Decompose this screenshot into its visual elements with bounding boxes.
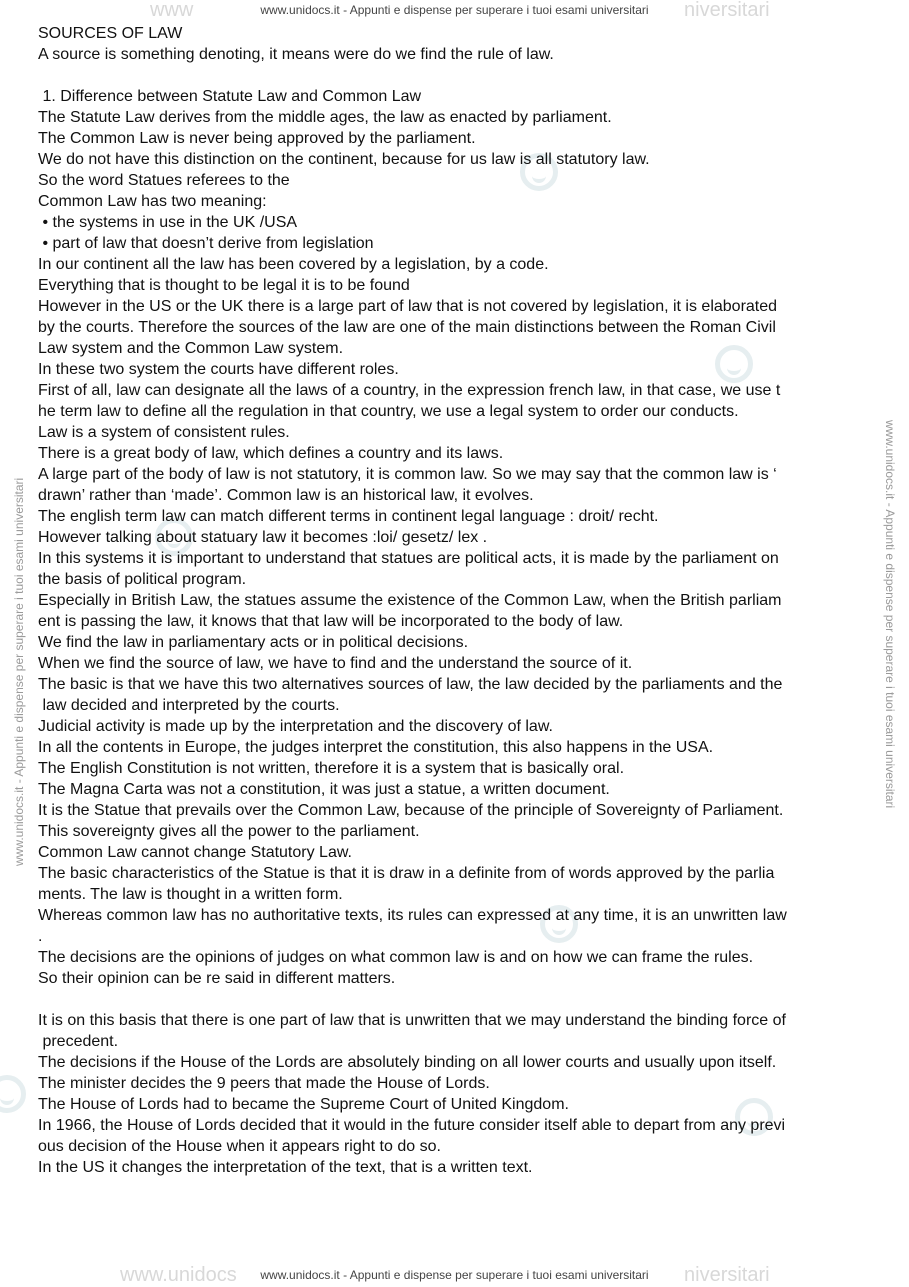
text-line: It is on this basis that there is one part of law that is unwritten that we may understand the binding force of <box>38 1012 786 1029</box>
text-line: Law is a system of consistent rules. <box>38 424 290 441</box>
watermark-footer-text: www.unidocs.it - Appunti e dispense per superare i tuoi esami universitari <box>260 1268 649 1282</box>
text-line: . <box>38 928 43 945</box>
text-line: The decisions if the House of the Lords are absolutely binding on all lower courts and usually upon itself. <box>38 1054 777 1071</box>
text-line: ments. The law is thought in a written form. <box>38 886 343 903</box>
text-line: ent is passing the law, it knows that that law will be incorporated to the body of law. <box>38 613 624 630</box>
text-line: Common Law has two meaning: <box>38 193 267 210</box>
text-line: There is a great body of law, which defines a country and its laws. <box>38 445 504 462</box>
text-line: The basic is that we have this two alternatives sources of law, the law decided by the parliaments and the <box>38 676 783 693</box>
text-line: drawn’ rather than ‘made’. Common law is an historical law, it evolves. <box>38 487 534 504</box>
watermark-ghost-right: niversitari <box>684 0 770 21</box>
text-line: In 1966, the House of Lords decided that it would in the future consider itself able to depart from any previ <box>38 1117 786 1134</box>
text-line: precedent. <box>38 1033 119 1050</box>
text-line: This sovereignty gives all the power to the parliament. <box>38 823 420 840</box>
text-line: • part of law that doesn’t derive from legislation <box>38 235 374 252</box>
text-line: the basis of political program. <box>38 571 247 588</box>
text-line: ous decision of the House when it appears right to do so. <box>38 1138 441 1155</box>
text-line: In the US it changes the interpretation of the text, that is a written text. <box>38 1159 533 1176</box>
text-line: by the courts. Therefore the sources of the law are one of the main distinctions between the Roman Civil <box>38 319 776 336</box>
watermark-header <box>0 0 909 21</box>
watermark-ghost-right: niversitari <box>684 1264 770 1286</box>
text-line: The Statute Law derives from the middle ages, the law as enacted by parliament. <box>38 109 612 126</box>
text-line: When we find the source of law, we have to find and the understand the source of it. <box>38 655 633 672</box>
text-line: The decisions are the opinions of judges on what common law is and on how we can frame the rules. <box>38 949 754 966</box>
text-line: The Magna Carta was not a constitution, it was just a statue, a written document. <box>38 781 610 798</box>
text-line: The Common Law is never being approved by the parliament. <box>38 130 476 147</box>
text-line: Whereas common law has no authoritative texts, its rules can expressed at any time, it is an unwritten law <box>38 907 787 924</box>
text-line: • the systems in use in the UK /USA <box>38 214 298 231</box>
text-line: The House of Lords had to became the Supreme Court of United Kingdom. <box>38 1096 569 1113</box>
text-line: he term law to define all the regulation in that country, we use a legal system to order our conducts. <box>38 403 739 420</box>
text-line: Law system and the Common Law system. <box>38 340 344 357</box>
text-line: First of all, law can designate all the laws of a country, in the expression french law, in that case, we use t <box>38 382 781 399</box>
text-line: In all the contents in Europe, the judges interpret the constitution, this also happens in the USA. <box>38 739 714 756</box>
text-line: Judicial activity is made up by the interpretation and the discovery of law. <box>38 718 553 735</box>
unidocs-logo-watermark <box>0 1075 26 1113</box>
text-line: 1. Difference between Statute Law and Common Law <box>38 88 422 105</box>
text-line: We find the law in parliamentary acts or in political decisions. <box>38 634 469 651</box>
watermark-side-left: www.unidocs.it - Appunti e dispense per superare i tuoi esami universitari <box>12 477 26 866</box>
text-line <box>38 65 898 86</box>
text-line: In these two system the courts have different roles. <box>38 361 399 378</box>
watermark-ghost-left: www <box>150 0 194 21</box>
text-line: In our continent all the law has been covered by a legislation, by a code. <box>38 256 549 273</box>
text-line: A large part of the body of law is not statutory, it is common law. So we may say that the common law is ‘ <box>38 466 777 483</box>
text-line: Everything that is thought to be legal it is to be found <box>38 277 410 294</box>
text-line: So their opinion can be re said in different matters. <box>38 970 396 987</box>
text-line: The basic characteristics of the Statue is that it is draw in a definite from of words approved by the parlia <box>38 865 775 882</box>
text-line: The English Constitution is not written, therefore it is a system that is basically oral. <box>38 760 625 777</box>
text-line: The english term law can match different terms in continent legal language : droit/ recht. <box>38 508 659 525</box>
text-line: We do not have this distinction on the continent, because for us law is all statutory law. <box>38 151 650 168</box>
text-line <box>38 989 898 1010</box>
text-line: Common Law cannot change Statutory Law. <box>38 844 352 861</box>
text-line: However in the US or the UK there is a large part of law that is not covered by legislation, it is elaborated <box>38 298 778 315</box>
watermark-footer <box>0 1264 909 1286</box>
watermark-side-right: www.unidocs.it - Appunti e dispense per superare i tuoi esami universitari <box>883 420 897 809</box>
text-line: It is the Statue that prevails over the Common Law, because of the principle of Sovereignty of Parliament. <box>38 802 784 819</box>
document-title: SOURCES OF LAW <box>38 25 183 42</box>
document-body <box>38 23 898 1178</box>
text-line: A source is something denoting, it means were do we find the rule of law. <box>38 46 554 63</box>
watermark-header-text: www.unidocs.it - Appunti e dispense per superare i tuoi esami universitari <box>260 3 649 17</box>
text-line: The minister decides the 9 peers that made the House of Lords. <box>38 1075 490 1092</box>
watermark-ghost-left: www.unidocs <box>120 1264 237 1286</box>
text-line: So the word Statues referees to the <box>38 172 290 189</box>
text-line: Especially in British Law, the statues assume the existence of the Common Law, when the British parliam <box>38 592 782 609</box>
text-line: law decided and interpreted by the courts. <box>38 697 340 714</box>
text-line: However talking about statuary law it becomes :loi/ gesetz/ lex . <box>38 529 488 546</box>
text-line: In this systems it is important to understand that statues are political acts, it is made by the parliament on <box>38 550 779 567</box>
